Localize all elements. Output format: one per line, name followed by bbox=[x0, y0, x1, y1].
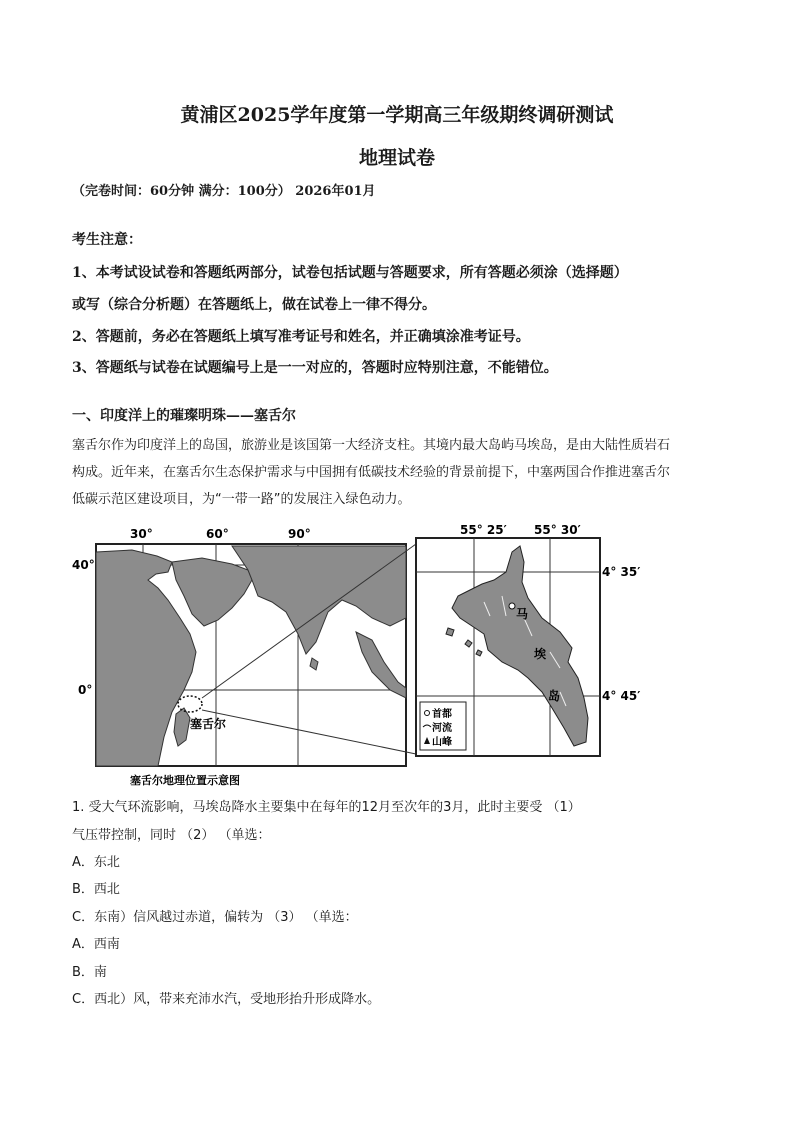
option-c-1: C．东南）信风越过赤道，偏转为 （3） （单选： bbox=[72, 910, 358, 925]
lat-label-40: 40° bbox=[72, 558, 95, 572]
question-1-stem-line-1: 1. 受大气环流影响，马埃岛降水主要集中在每年的12月至次年的3月，此时主要受 （1） bbox=[72, 800, 581, 815]
legend-capital-icon bbox=[425, 711, 430, 716]
lon-label-55-25: 55° 25′ bbox=[460, 523, 507, 537]
lon-label-90: 90° bbox=[288, 527, 311, 541]
option-c-2: C．西北）风，带来充沛水汽，受地形抬升形成降水。 bbox=[72, 992, 381, 1007]
notice-heading: 考生注意： bbox=[72, 232, 142, 248]
seychelles-label: 塞舌尔 bbox=[190, 717, 227, 731]
legend-peak: 山峰 bbox=[432, 737, 452, 748]
notice-item-1-line-1: 1、本考试设试卷和答题纸两部分，试卷包括试题与答题要求，所有答题必须涂（选择题） bbox=[72, 265, 628, 281]
notice-item-1-line-2: 或写（综合分析题）在答题纸上，做在试卷上一律不得分。 bbox=[72, 297, 436, 313]
island-char-dao: 岛 bbox=[548, 689, 561, 703]
option-b-2: B．南 bbox=[72, 965, 107, 980]
seychelles-location-figure bbox=[72, 522, 732, 790]
option-a-1: A．东北 bbox=[72, 855, 120, 870]
lon-label-55-30: 55° 30′ bbox=[534, 523, 581, 537]
island-char-ai: 埃 bbox=[534, 647, 547, 661]
option-b-1: B．西北 bbox=[72, 882, 120, 897]
section-paragraph bbox=[72, 432, 722, 513]
lon-label-30: 30° bbox=[130, 527, 153, 541]
paragraph-line-3: 低碳示范区建设项目，为“一带一路”的发展注入绿色动力。 bbox=[72, 492, 411, 507]
island-char-ma: 马 bbox=[516, 607, 529, 621]
exam-subtitle: 地理试卷 bbox=[358, 147, 435, 169]
section-heading: 一、印度洋上的璀璨明珠——塞舌尔 bbox=[72, 408, 296, 424]
notice-item-3: 3、答题纸与试卷在试题编号上是一一对应的，答题时应特别注意，不能错位。 bbox=[72, 360, 558, 376]
figure-caption: 塞舌尔地理位置示意图 bbox=[130, 774, 240, 787]
exam-info: （完卷时间：60分钟 满分：100分） 2026年01月 bbox=[72, 184, 376, 199]
lon-label-60: 60° bbox=[206, 527, 229, 541]
capital-marker bbox=[509, 603, 515, 609]
paragraph-line-2: 构成。近年来，在塞舌尔生态保护需求与中国拥有低碳技术经验的背景前提下，中塞两国合作推进塞舌尔 bbox=[72, 465, 671, 480]
lat-label-4-35: 4° 35′ bbox=[602, 565, 641, 579]
option-a-2: A．西南 bbox=[72, 937, 120, 952]
exam-title: 黄浦区2025学年度第一学期高三年级期终调研测试 bbox=[180, 104, 614, 126]
lat-label-0: 0° bbox=[78, 683, 93, 697]
legend-river: 河流 bbox=[432, 723, 452, 734]
notice-item-2: 2、答题前，务必在答题纸上填写准考证号和姓名，并正确填涂准考证号。 bbox=[72, 329, 530, 345]
legend-capital: 首都 bbox=[432, 709, 452, 720]
question-1-stem-line-2: 气压带控制，同时 （2） （单选： bbox=[72, 828, 271, 843]
paragraph-line-1: 塞舌尔作为印度洋上的岛国，旅游业是该国第一大经济支柱。其境内最大岛屿马埃岛，是由大陆性质岩石 bbox=[72, 438, 671, 453]
lat-label-4-45: 4° 45′ bbox=[602, 689, 641, 703]
